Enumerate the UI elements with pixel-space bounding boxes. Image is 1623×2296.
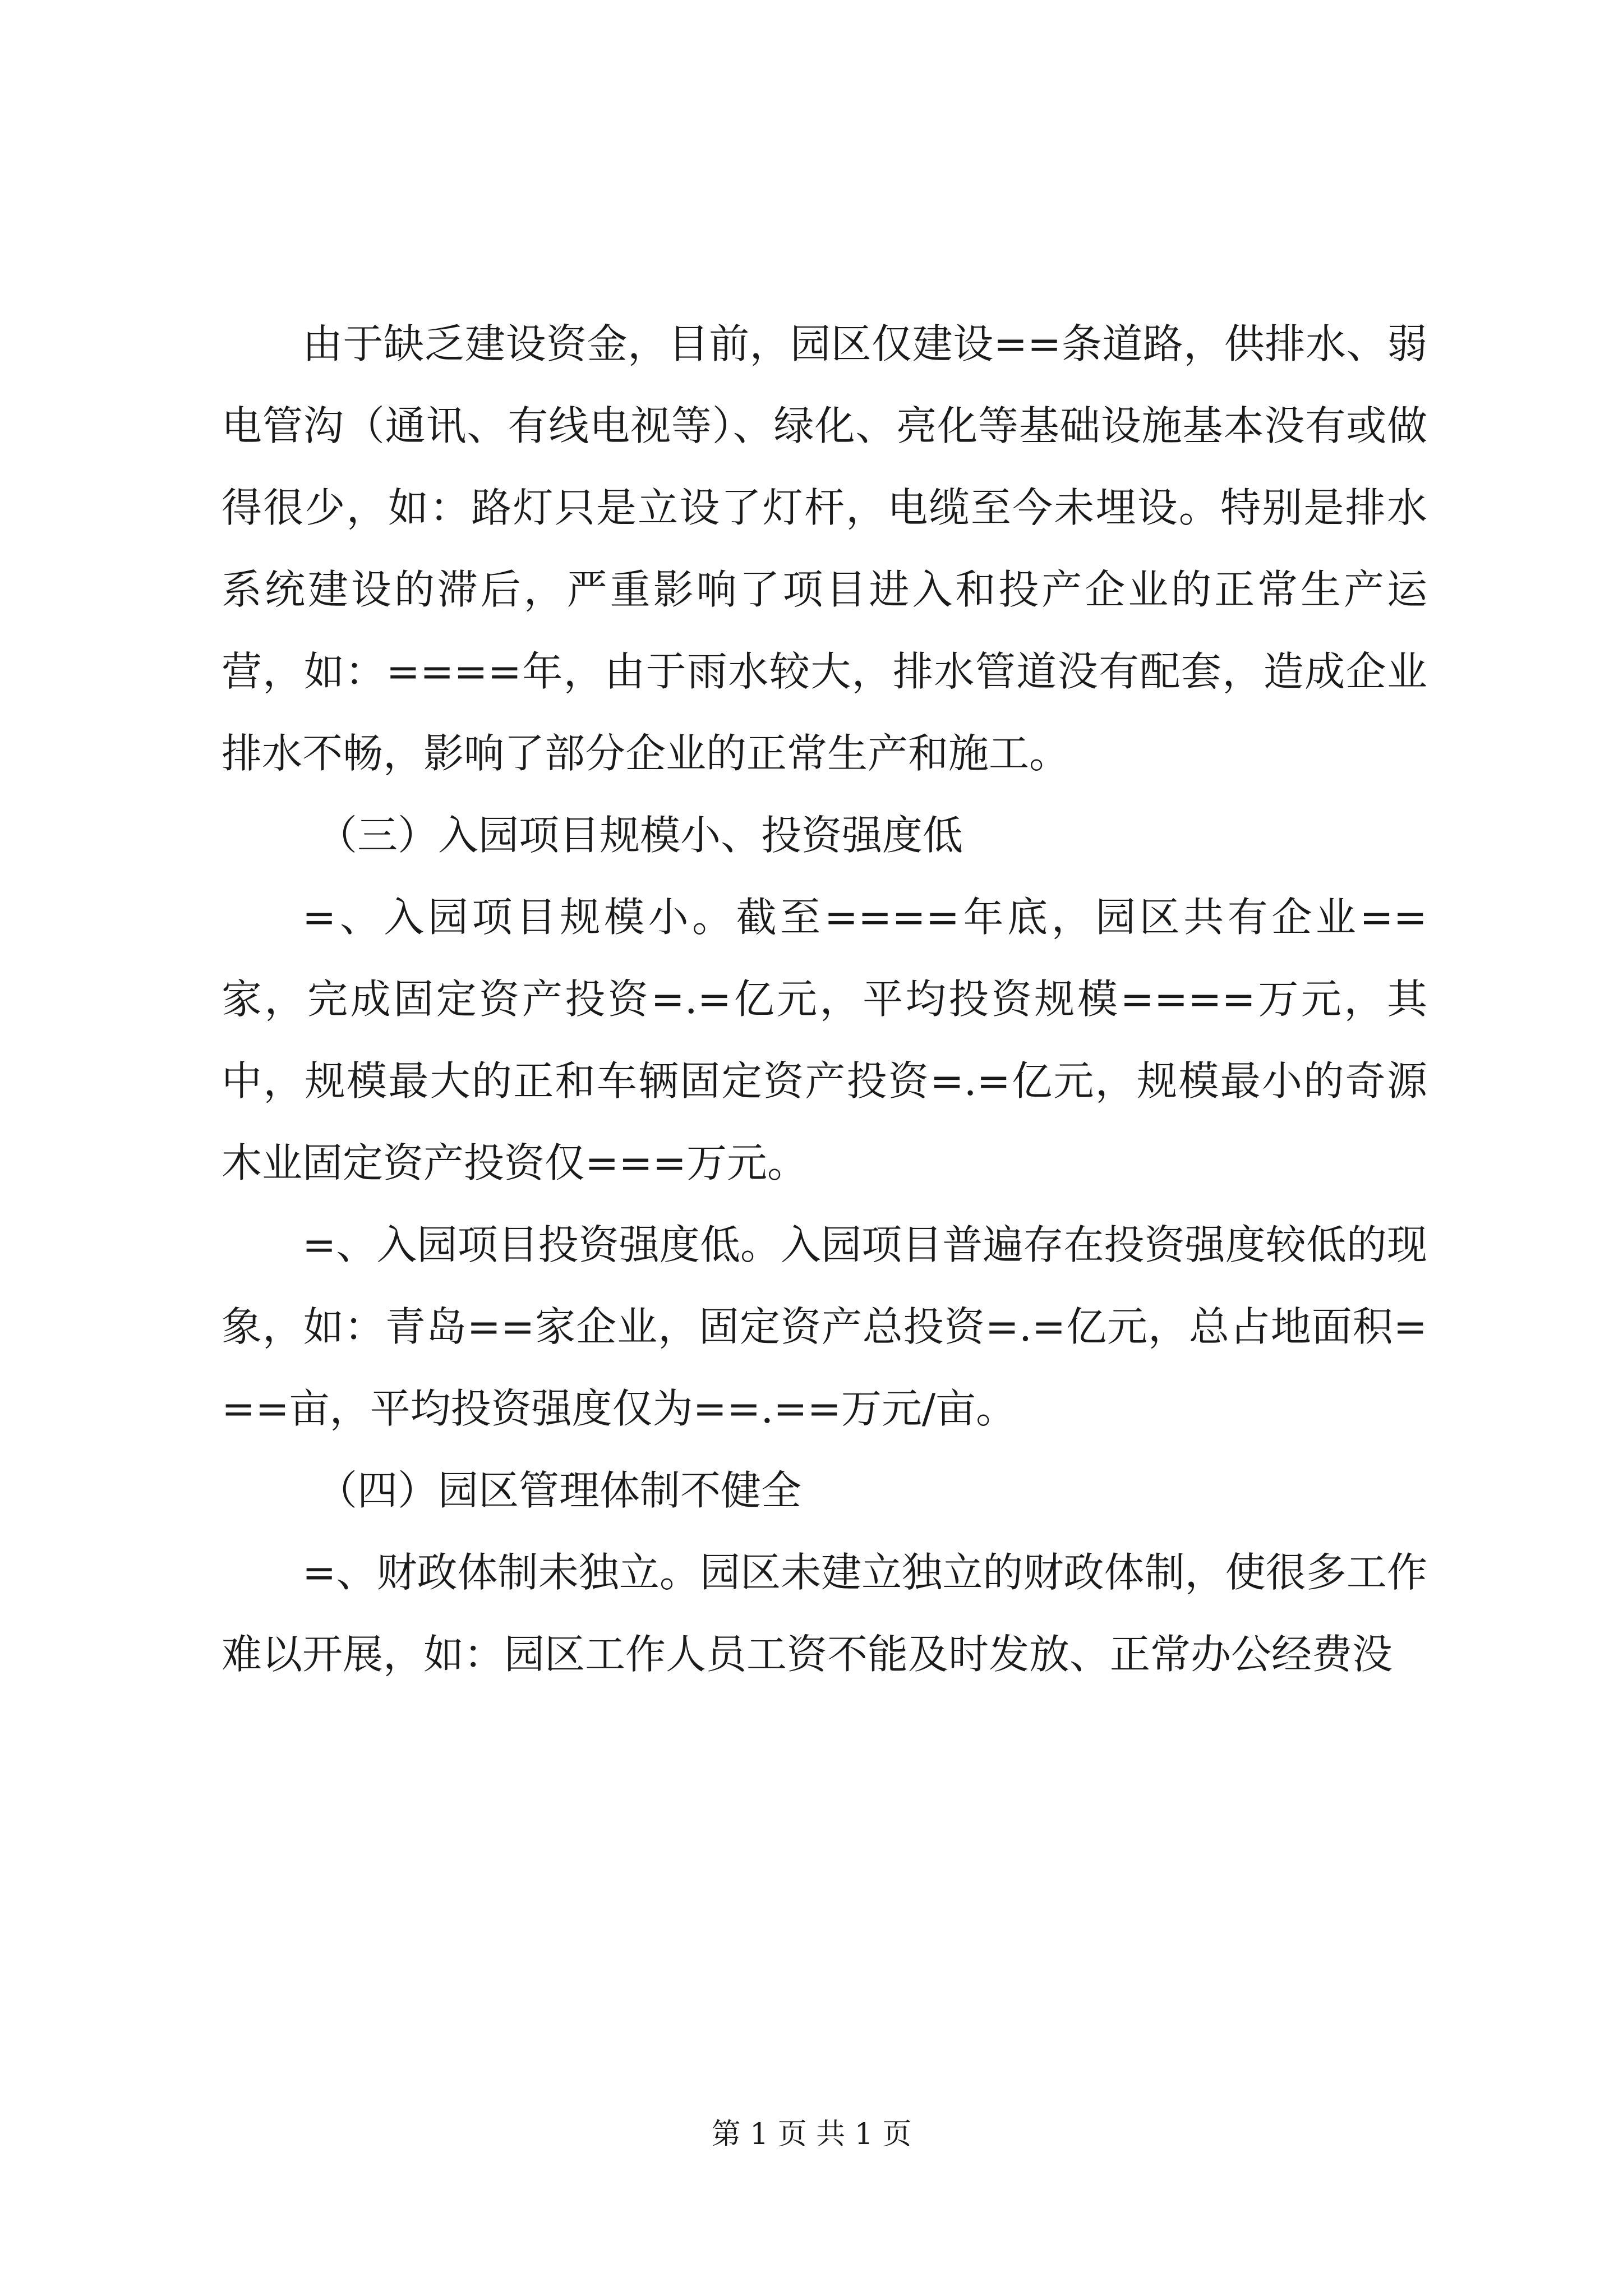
body-paragraph-project-scale: =、入园项目规模小。截至====年底，园区共有企业==家，完成固定资产投资=.=亿元，平均投资规模====万元，其中，规模最大的正和车辆固定资产投资=.=亿元，规模最小的奇源木业固定资产投资仅===万元。 (222, 894, 1427, 1186)
section-heading-project-scale: （三）入园项目规模小、投资强度低 (317, 812, 963, 859)
section-heading-management-system: （四）园区管理体制不健全 (317, 1467, 802, 1514)
page-footer: 第 1 页 共 1 页 (711, 2118, 912, 2151)
body-paragraph-investment-intensity: =、入园项目投资强度低。入园项目普遍存在投资强度较低的现象，如：青岛==家企业，固定资产总投资=.=亿元，总占地面积===亩，平均投资强度仅为==.==万元/亩。 (222, 1221, 1427, 1432)
body-paragraph-infrastructure: 由于缺乏建设资金，目前，园区仅建设==条道路，供排水、弱电管沟（通讯、有线电视等）、绿化、亮化等基础设施基本没有或做得很少，如：路灯只是立设了灯杆，电缆至今未埋设。特别是排水系统建设的滞后，严重影响了项目进入和投产企业的正常生产运营，如：====年，由于雨水较大，排水管道没有配套，造成企业排水不畅，影响了部分企业的正常生产和施工。 (222, 320, 1427, 777)
document-body (222, 303, 1427, 1695)
body-paragraph-finance-system: =、财政体制未独立。园区未建立独立的财政体制，使很多工作难以开展，如：园区工作人员工资不能及时发放、正常办公经费没 (222, 1549, 1427, 1678)
